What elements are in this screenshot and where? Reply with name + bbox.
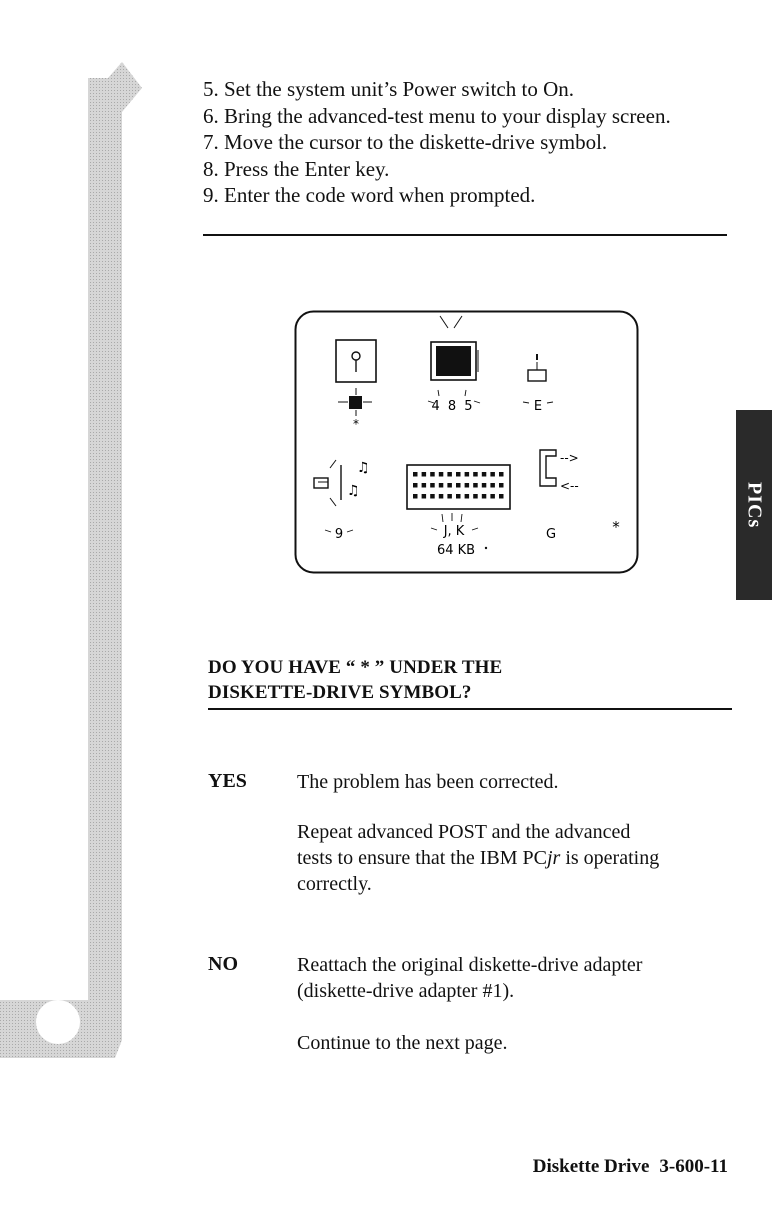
code-9: 9 — [334, 527, 344, 542]
screen-asterisk: * — [612, 518, 620, 536]
keyboard-key — [482, 494, 487, 499]
music-note-icon: ♫ — [357, 460, 370, 476]
yes-paragraph-2-line-3: correctly. — [297, 873, 372, 895]
keyboard-key — [490, 472, 495, 477]
divider — [208, 708, 732, 710]
page-number: 3-600-11 — [659, 1156, 728, 1177]
keyboard-key — [413, 494, 418, 499]
keyboard-key — [473, 472, 478, 477]
step-6: 6. Bring the advanced-test menu to your display screen. — [203, 103, 671, 128]
step-8: 8. Press the Enter key. — [203, 156, 390, 181]
keyboard-key — [473, 483, 478, 488]
section-tab-label: PICs — [743, 481, 766, 529]
code-g: G — [545, 527, 557, 542]
keyboard-key — [499, 483, 504, 488]
yes-text — [297, 769, 737, 897]
procedure-steps — [203, 76, 671, 209]
diskette-asterisk: * — [353, 417, 359, 431]
keyboard-key — [456, 472, 461, 477]
keyboard-key — [447, 483, 452, 488]
question-line-2: DISKETTE-DRIVE SYMBOL? — [208, 682, 472, 703]
footer-section: Diskette Drive — [532, 1156, 650, 1177]
divider — [203, 234, 727, 236]
no-text — [297, 952, 737, 1056]
advanced-test-menu-screen — [294, 310, 639, 574]
yes-paragraph-2-line-1: Repeat advanced POST and the advanced — [297, 821, 631, 843]
svg-text:-->: --> — [560, 451, 579, 465]
no-label: NO — [208, 953, 238, 975]
keyboard-key — [499, 472, 504, 477]
page-footer — [533, 1156, 728, 1178]
keyboard-key — [490, 494, 495, 499]
keyboard-key — [422, 483, 427, 488]
keyboard-key — [430, 483, 435, 488]
question-heading — [208, 655, 502, 705]
keyboard-key — [473, 494, 478, 499]
keyboard-key — [482, 483, 487, 488]
binder-hole — [36, 590, 80, 634]
memory-size: 64 KB — [436, 543, 476, 558]
keyboard-key — [465, 494, 470, 499]
keyboard-key — [490, 483, 495, 488]
keyboard-key — [456, 494, 461, 499]
keyboard-key — [430, 472, 435, 477]
code-e: E — [533, 399, 543, 414]
keyboard-key — [413, 472, 418, 477]
keyboard-key — [422, 472, 427, 477]
keyboard-key — [439, 494, 444, 499]
keyboard-key — [430, 494, 435, 499]
music-note-icon: ♫ — [347, 483, 360, 499]
keyboard-key — [465, 472, 470, 477]
step-7: 7. Move the cursor to the diskette-drive symbol. — [203, 130, 608, 154]
keyboard-key — [447, 472, 452, 477]
binder-hole — [36, 192, 80, 236]
keyboard-key — [465, 483, 470, 488]
keyboard-key — [499, 494, 504, 499]
keyboard-key — [447, 494, 452, 499]
step-5: 5. Set the system unit’s Power switch to On. — [203, 77, 574, 101]
yes-paragraph-1: The problem has been corrected. — [297, 771, 559, 793]
keyboard-key — [439, 472, 444, 477]
keyboard-key — [482, 472, 487, 477]
svg-text:<--: <-- — [560, 479, 579, 493]
yes-label: YES — [208, 770, 247, 792]
step-9: 9. Enter the code word when prompted. — [203, 183, 536, 207]
keyboard-key — [456, 483, 461, 488]
code-4-8-5: 4 8 5 — [431, 399, 475, 414]
keyboard-key — [439, 483, 444, 488]
code-j-k: J, K — [443, 524, 465, 539]
question-line-1: DO YOU HAVE “ * ” UNDER THE — [208, 657, 503, 678]
keyboard-key — [413, 483, 418, 488]
binder-hole — [36, 1000, 80, 1044]
flow-arrow-strip — [0, 0, 150, 1065]
yes-paragraph-2-line-2: tests to ensure that the IBM PCjr is operating — [297, 847, 660, 869]
no-paragraph-2: Continue to the next page. — [297, 1032, 508, 1054]
section-tab — [736, 410, 772, 600]
no-paragraph-1-line-1: Reattach the original diskette-drive adapter — [297, 954, 643, 976]
no-paragraph-1-line-2: (diskette-drive adapter #1). — [297, 980, 515, 1002]
keyboard-key — [422, 494, 427, 499]
